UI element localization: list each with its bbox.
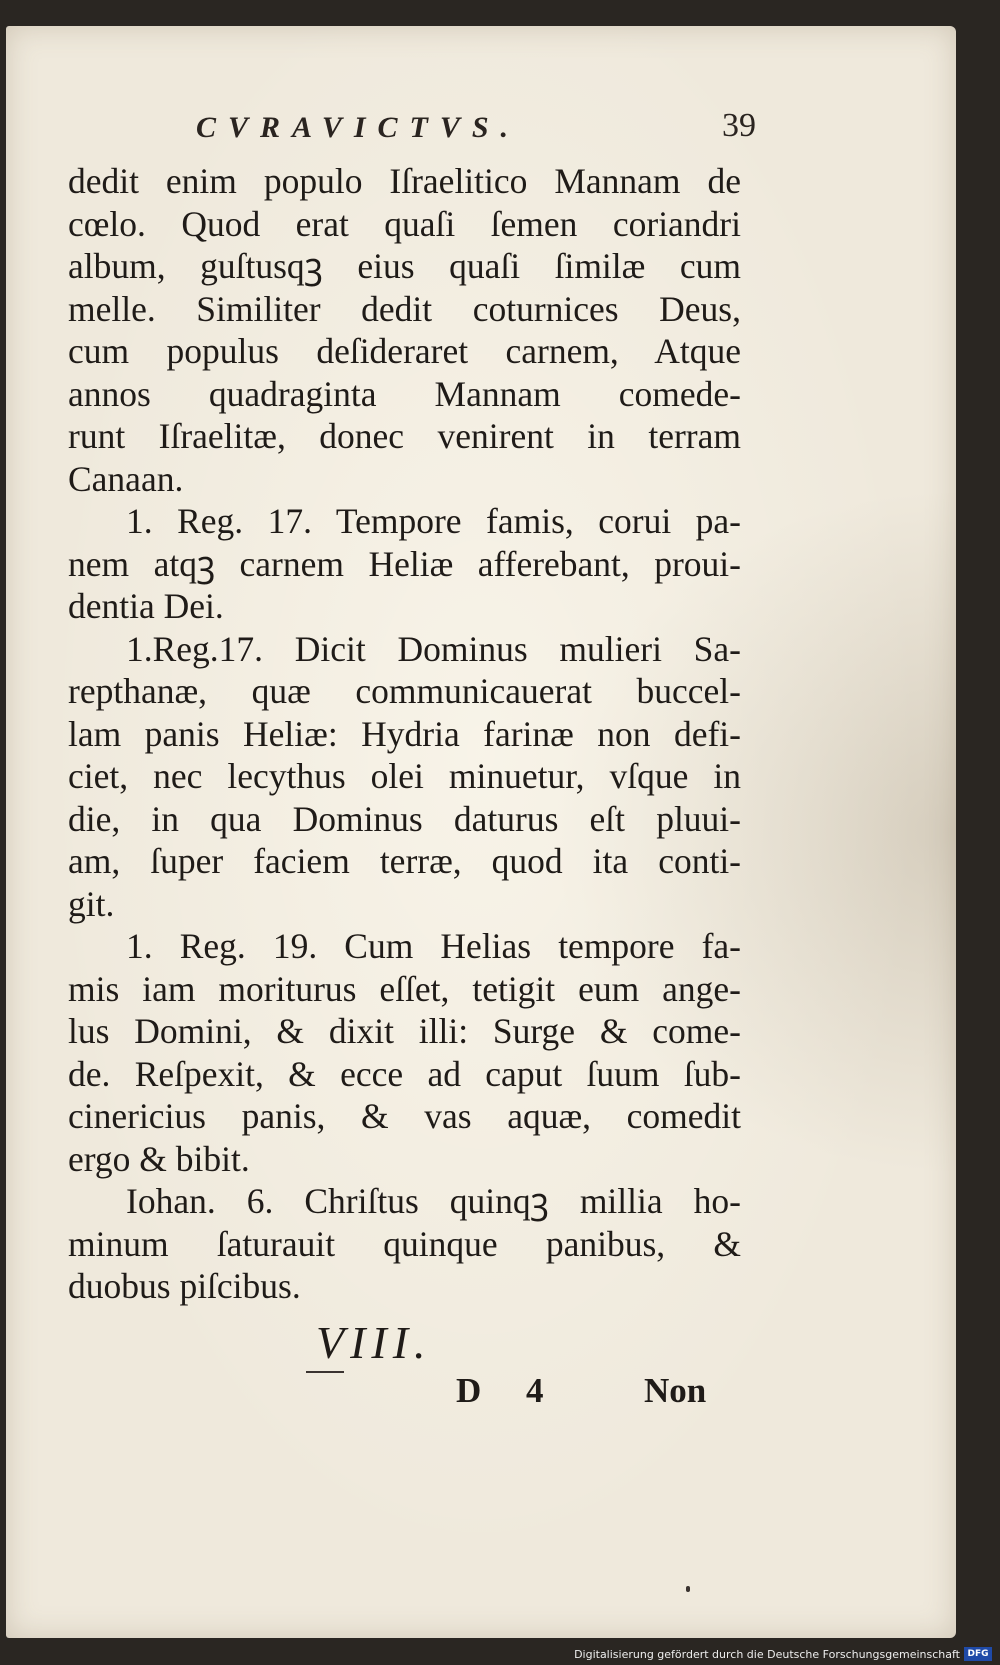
text-line: dedit enim populo Iſraelitico Mannam de: [68, 161, 741, 201]
text-line: lam panis Heliæ: Hydria farinæ non defi-: [68, 713, 741, 754]
paragraph-reg-17-ravens: [68, 500, 741, 628]
text-line: annos quadraginta Mannam comede-: [68, 373, 741, 414]
page-number: 39: [722, 107, 756, 144]
text-line: mis iam moriturus eſſet, tetigit eum ange-: [68, 968, 741, 1009]
text-line: repthanæ, quæ communicauerat buccel-: [68, 671, 741, 711]
body-text: [68, 160, 741, 1308]
text-line: cum populus deſideraret carnem, Atque: [68, 331, 741, 371]
text-line: melle. Similiter dedit coturnices Deus,: [68, 288, 741, 329]
text-line: minum ſaturauit quinque panibus, &: [68, 1223, 741, 1264]
text-line: 1. Reg. 19. Cum Helias tempore fa-: [126, 926, 741, 966]
footer-bar: [0, 1641, 1000, 1665]
running-head: [196, 107, 756, 161]
signature-mark: D: [456, 1371, 482, 1410]
text-line: album, guſtusqꝫ eius quaſi ſimilæ cum: [68, 246, 741, 286]
heading-underline: [306, 1371, 344, 1373]
text-line: runt Iſraelitæ, donec venirent in terram: [68, 416, 741, 456]
digitization-credit: Digitalisierung gefördert durch die Deutsche Forschungsgemeinschaft: [574, 1648, 960, 1661]
text-line: 1.Reg.17. Dicit Dominus mulieri Sa-: [126, 628, 741, 669]
dfg-logo: DFG: [964, 1647, 992, 1661]
text-line: am, ſuper faciem terræ, quod ita conti-: [68, 841, 741, 881]
text-line: cinericius panis, & vas aquæ, comedit: [68, 1096, 741, 1136]
text-line: 1. Reg. 17. Tempore famis, corui pa-: [126, 501, 741, 541]
text-line: lus Domini, & dixit illi: Surge & come-: [68, 1011, 741, 1051]
catchline: [456, 1371, 726, 1421]
book-page: [6, 26, 956, 1638]
paragraph-reg-19: [68, 925, 741, 1180]
paragraph-iohan-6: [68, 1180, 741, 1308]
catchword: Non: [644, 1371, 707, 1410]
text-line: Iohan. 6. Chriſtus quinqꝫ millia ho-: [126, 1181, 741, 1221]
ink-speck: [686, 1586, 690, 1592]
text-line: Canaan.: [68, 458, 184, 499]
text-line: ergo & bibit.: [68, 1138, 250, 1179]
text-line: dentia Dei.: [68, 586, 224, 626]
text-line: git.: [68, 883, 115, 924]
text-line: cœlo. Quod erat quaſi ſemen coriandri: [68, 203, 741, 244]
text-line: ciet, nec lecythus olei minuetur, vſque in: [68, 756, 741, 796]
text-line: de. Reſpexit, & ecce ad caput ſuum ſub-: [68, 1053, 741, 1094]
text-line: nem atqꝫ carnem Heliæ afferebant, proui-: [68, 543, 741, 584]
paragraph-reg-17-widow: [68, 628, 741, 926]
text-line: duobus piſcibus.: [68, 1266, 301, 1306]
running-head-title: CVRAVICTVS.: [196, 111, 521, 144]
paragraph-manna: [68, 160, 741, 500]
text-line: die, in qua Dominus daturus eſt pluui-: [68, 798, 741, 839]
signature-number: 4: [526, 1371, 544, 1410]
section-heading: VIII.: [316, 1317, 432, 1368]
